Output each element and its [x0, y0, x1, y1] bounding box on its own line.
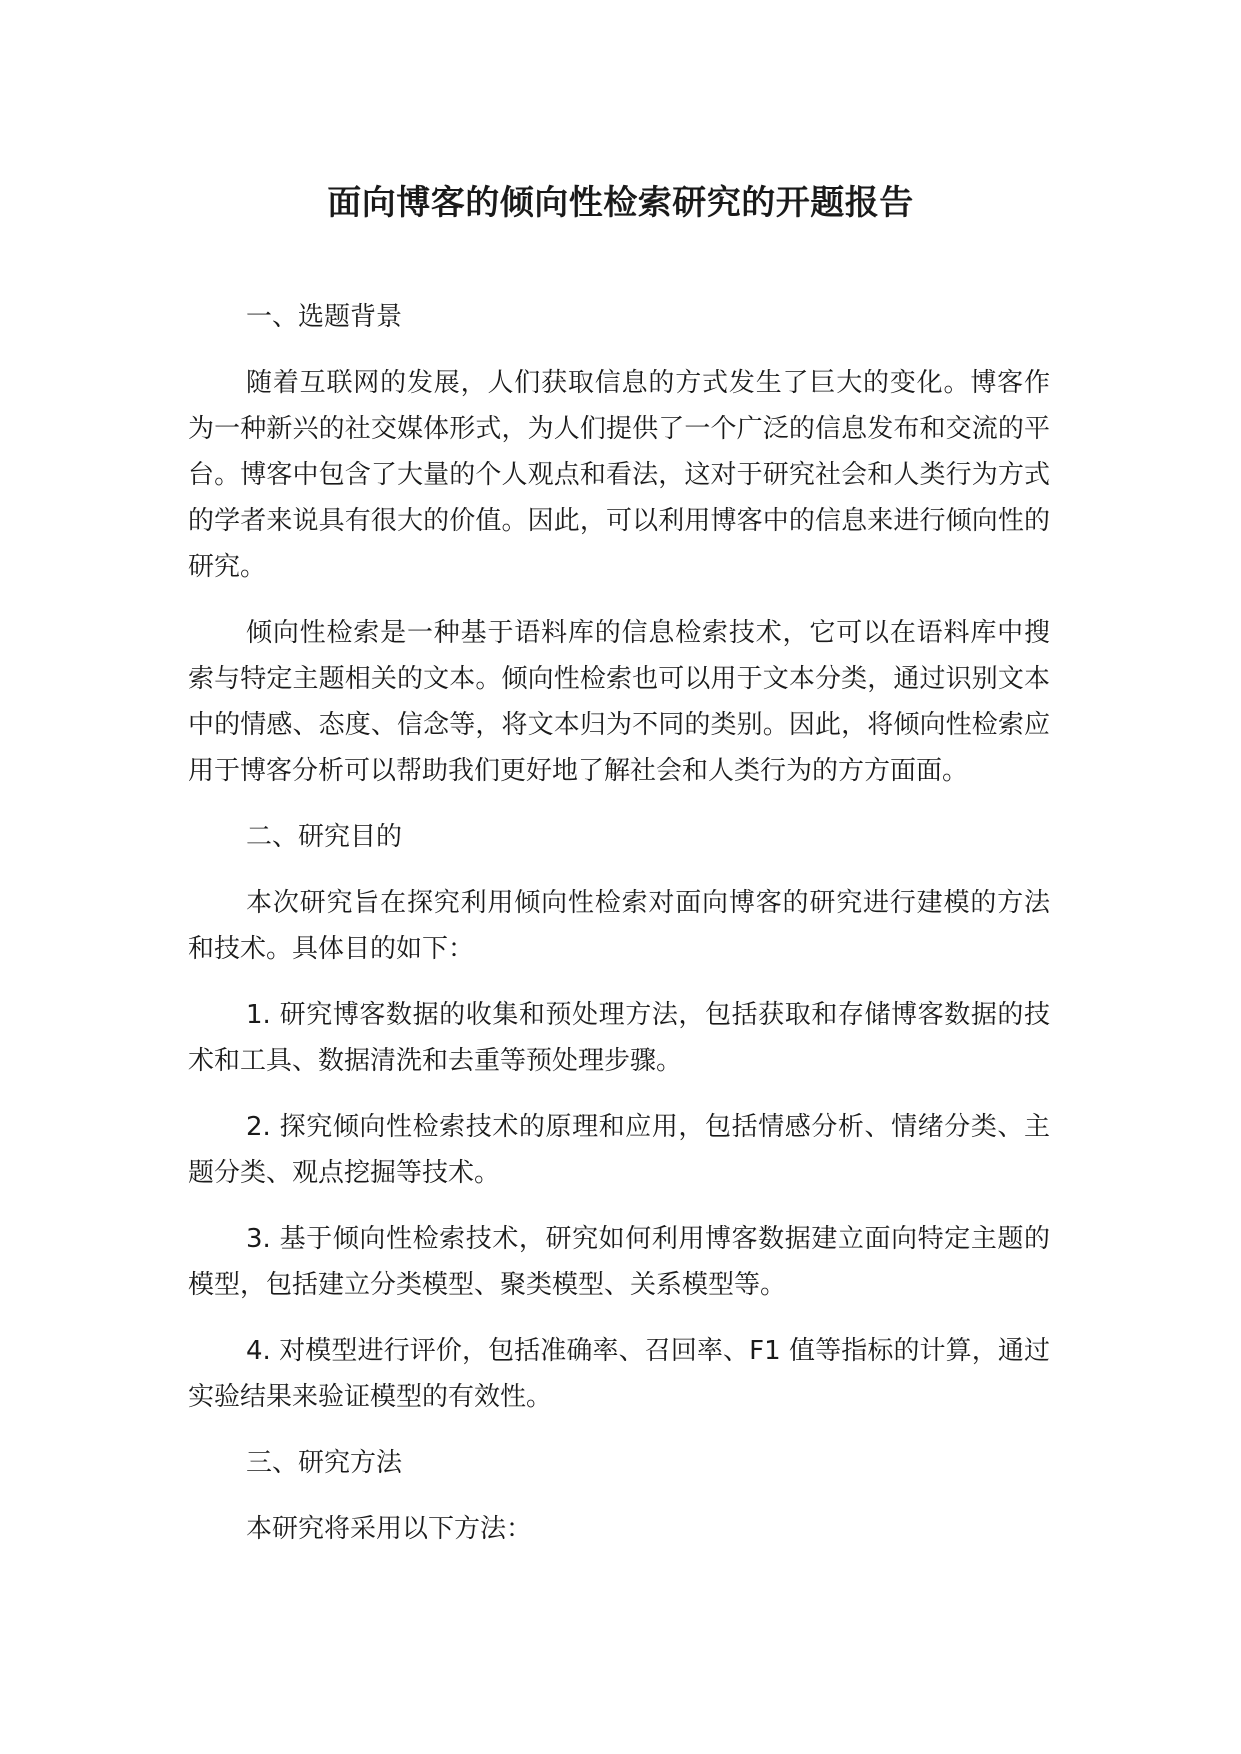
document-title: 面向博客的倾向性检索研究的开题报告 — [327, 183, 914, 223]
purpose-intro: 本次研究旨在探究利用倾向性检索对面向博客的研究进行建模的方法和技术。具体目的如下： — [188, 888, 1050, 964]
section-heading-method: 三、研究方法 — [246, 1448, 403, 1478]
section-heading-background: 一、选题背景 — [246, 302, 403, 332]
purpose-item-4: 4. 对模型进行评价，包括准确率、召回率、F1 值等指标的计算，通过实验结果来验证模型的有效性。 — [188, 1336, 1050, 1412]
purpose-item-2: 2. 探究倾向性检索技术的原理和应用，包括情感分析、情绪分类、主题分类、观点挖掘等技术。 — [188, 1112, 1050, 1188]
method-intro: 本研究将采用以下方法： — [246, 1514, 533, 1544]
section-heading-purpose: 二、研究目的 — [246, 822, 403, 852]
background-paragraph-1: 随着互联网的发展，人们获取信息的方式发生了巨大的变化。博客作为一种新兴的社交媒体形式，为人们提供了一个广泛的信息发布和交流的平台。博客中包含了大量的个人观点和看法，这对于研究社会和人类行为方式的学者来说具有很大的价值。因此，可以利用博客中的信息来进行倾向性的研究。 — [188, 368, 1050, 582]
purpose-item-3: 3. 基于倾向性检索技术，研究如何利用博客数据建立面向特定主题的模型，包括建立分类模型、聚类模型、关系模型等。 — [188, 1224, 1050, 1300]
purpose-item-1: 1. 研究博客数据的收集和预处理方法，包括获取和存储博客数据的技术和工具、数据清洗和去重等预处理步骤。 — [188, 1000, 1050, 1076]
background-paragraph-2: 倾向性检索是一种基于语料库的信息检索技术，它可以在语料库中搜索与特定主题相关的文本。倾向性检索也可以用于文本分类，通过识别文本中的情感、态度、信念等，将文本归为不同的类别。因此，将倾向性检索应用于博客分析可以帮助我们更好地了解社会和人类行为的方方面面。 — [188, 618, 1050, 786]
document-body — [188, 294, 1050, 1572]
